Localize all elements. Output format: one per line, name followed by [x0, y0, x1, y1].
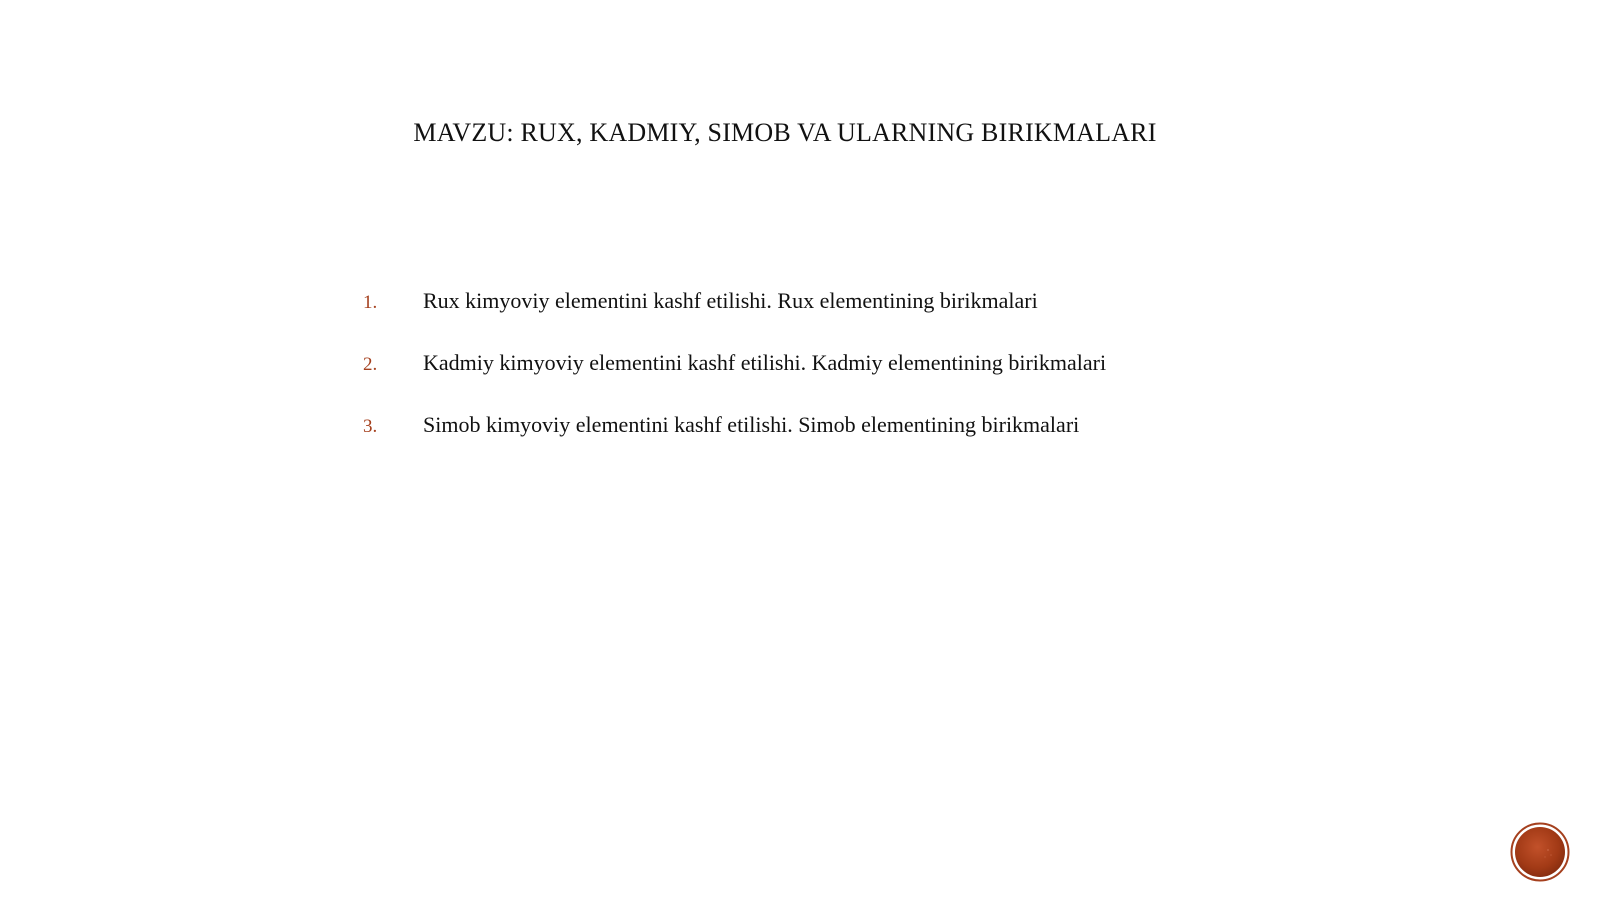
agenda-list: [363, 288, 1106, 474]
list-item-number: 3.: [363, 416, 378, 437]
list-item-number: 2.: [363, 354, 378, 375]
list-item: [363, 288, 1106, 350]
list-item-text: Simob kimyoviy elementini kashf etilishi. Simob elementining birikmalari: [423, 412, 1080, 437]
list-item-number: 1.: [363, 292, 378, 313]
list-item-text: Rux kimyoviy elementini kashf etilishi. Rux elementining birikmalari: [423, 288, 1038, 313]
slide-title: MAVZU: RUX, KADMIY, SIMOB VA ULARNING BIRIKMALARI: [413, 118, 1157, 147]
list-item-text: Kadmiy kimyoviy elementini kashf etilishi. Kadmiy elementining birikmalari: [423, 350, 1107, 375]
circle-badge-icon: [1510, 822, 1570, 882]
list-item: [363, 350, 1106, 412]
list-item: [363, 412, 1106, 474]
